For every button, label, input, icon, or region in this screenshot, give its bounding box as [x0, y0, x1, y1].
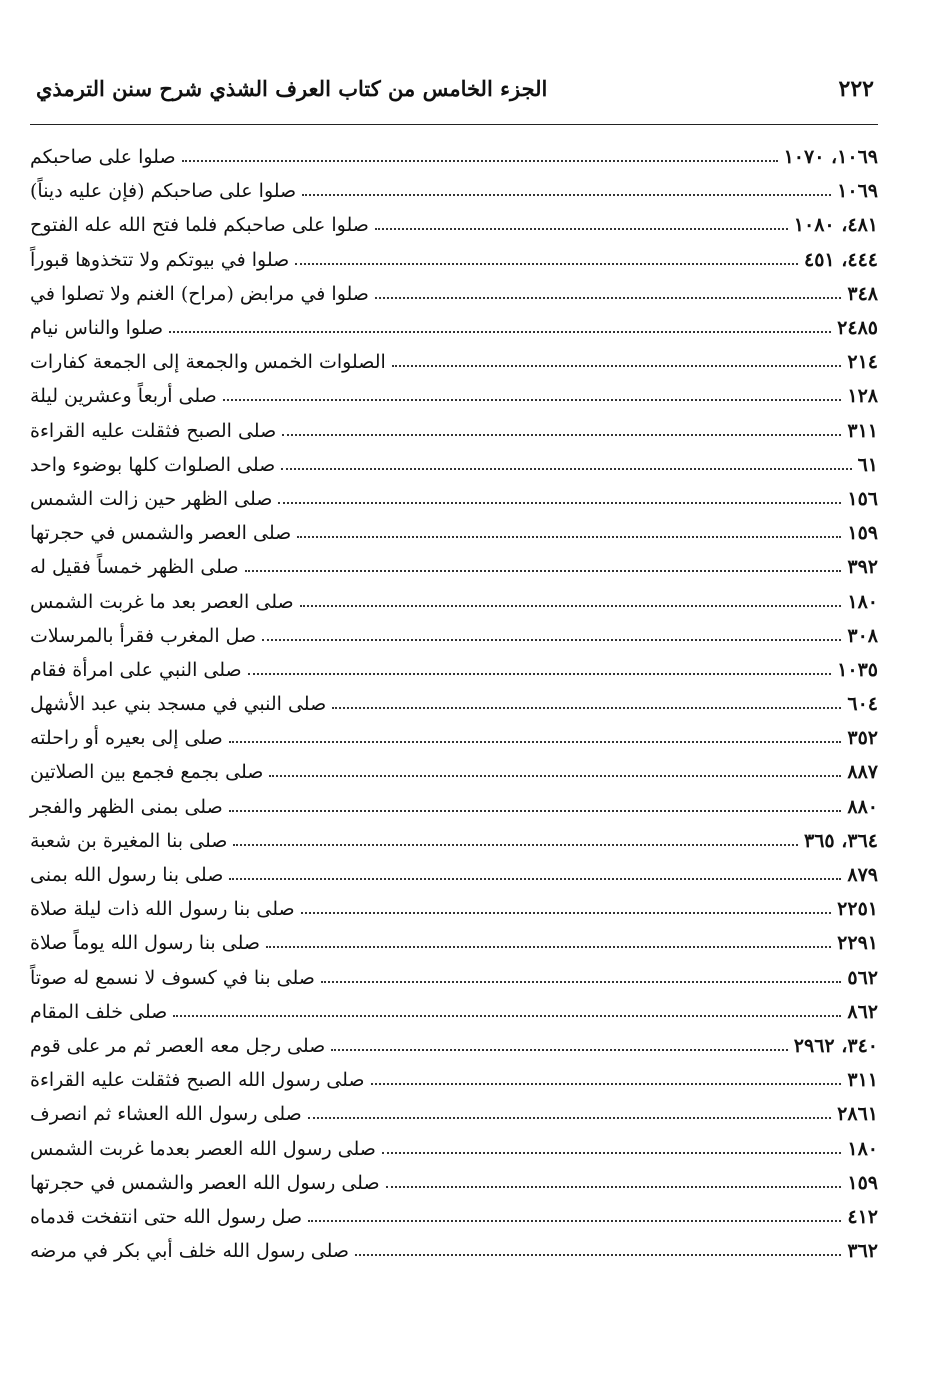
- index-entry: [30, 550, 878, 584]
- entry-page-refs: ٣٩٢: [847, 556, 878, 579]
- entry-page-refs: ١٢٨: [847, 385, 878, 408]
- dot-leader: [331, 1049, 788, 1051]
- entry-text: الصلوات الخمس والجمعة إلى الجمعة كفارات: [30, 351, 386, 374]
- entry-page-refs: ٥٦٢: [847, 966, 878, 989]
- index-entry: [30, 1166, 878, 1200]
- entry-page-refs: ٢٢٥١: [837, 898, 878, 921]
- entry-page-refs: ٤١٢: [847, 1205, 878, 1228]
- dot-leader: [229, 878, 841, 880]
- entry-page-refs: ١٥٩: [847, 522, 878, 545]
- index-entry: [30, 516, 878, 550]
- entry-text: صلوا في مرابض (مراح) الغنم ولا تصلوا في: [30, 282, 369, 305]
- index-entry: [30, 379, 878, 413]
- dot-leader: [375, 228, 788, 230]
- dot-leader: [308, 1117, 831, 1119]
- dot-leader: [382, 1152, 841, 1154]
- running-title: الجزء الخامس من كتاب العرف الشذي شرح سنن الترمذي: [36, 76, 548, 101]
- index-entry: [30, 790, 878, 824]
- index-entry: [30, 311, 878, 345]
- entry-page-refs: ٢١٤: [847, 351, 878, 374]
- index-entry: [30, 892, 878, 926]
- dot-leader: [182, 160, 778, 162]
- index-entry: [30, 482, 878, 516]
- entry-text: صل المغرب فقرأ بالمرسلات: [30, 624, 257, 647]
- entry-text: صلوا في بيوتكم ولا تتخذوها قبوراً: [30, 248, 290, 271]
- entry-text: صلى الصبح فثقلت عليه القراءة: [30, 419, 277, 442]
- entry-page-refs: ٣٥٢: [847, 727, 878, 750]
- entry-text: صلى رسول الله العصر والشمس في حجرتها: [30, 1171, 380, 1194]
- index-entry: [30, 174, 878, 208]
- entry-page-refs: ٣١١: [847, 1069, 878, 1092]
- entry-page-refs: ٣٦٢: [847, 1240, 878, 1263]
- index-entry: [30, 584, 878, 618]
- dot-leader: [371, 1083, 842, 1085]
- entry-page-refs: ٢٨٦١: [837, 1103, 878, 1126]
- index-entry: [30, 140, 878, 174]
- index-entry: [30, 1200, 878, 1234]
- dot-leader: [173, 1015, 841, 1017]
- page-header: [30, 72, 878, 112]
- dot-leader: [269, 775, 841, 777]
- entry-text: صلى بنا في كسوف لا نسمع له صوتاً: [30, 966, 315, 989]
- dot-leader: [332, 707, 841, 709]
- entry-text: صلى إلى بعيره أو راحلته: [30, 727, 223, 750]
- dot-leader: [308, 1220, 841, 1222]
- dot-leader: [169, 331, 831, 333]
- entry-page-refs: ١٠٦٩، ١٠٧٠: [783, 146, 878, 169]
- entry-page-refs: ٣٤٠، ٢٩٦٢: [793, 1034, 878, 1057]
- dot-leader: [278, 502, 841, 504]
- entry-page-refs: ١٠٦٩: [837, 180, 878, 203]
- entry-text: صلى رسول الله العصر بعدما غربت الشمس: [30, 1137, 376, 1160]
- page-number: ٢٢٢: [838, 76, 874, 102]
- entry-page-refs: ٨٨٧: [847, 761, 878, 784]
- entry-page-refs: ١٨٠: [847, 590, 878, 613]
- entry-text: صلى رسول الله خلف أبي بكر في مرضه: [30, 1240, 350, 1263]
- entry-page-refs: ٤٨١، ١٠٨٠: [793, 214, 878, 237]
- dot-leader: [245, 570, 842, 572]
- index-entry: [30, 995, 878, 1029]
- entry-text: صلى بنا المغيرة بن شعبة: [30, 829, 228, 852]
- dot-leader: [233, 844, 798, 846]
- entry-text: صلوا على صاحبكم (فإن عليه ديناً): [30, 180, 297, 203]
- entry-text: صلى النبي على امرأة فقام: [30, 658, 242, 681]
- dot-leader: [223, 399, 842, 401]
- entry-page-refs: ٤٤٤، ٤٥١: [804, 248, 878, 271]
- dot-leader: [321, 981, 841, 983]
- entry-page-refs: ٣٦٤، ٣٦٥: [804, 829, 878, 852]
- entry-page-refs: ٨٧٩: [847, 864, 878, 887]
- entry-text: صلى رسول الله الصبح فثقلت عليه القراءة: [30, 1069, 365, 1092]
- dot-leader: [392, 365, 842, 367]
- entry-page-refs: ٨٨٠: [847, 795, 878, 818]
- entry-text: صلى رسول الله العشاء ثم انصرف: [30, 1103, 302, 1126]
- entry-text: صلى الظهر خمساً فقيل له: [30, 556, 239, 579]
- entry-page-refs: ٣٠٨: [847, 624, 878, 647]
- dot-leader: [266, 946, 831, 948]
- index-entry: [30, 243, 878, 277]
- dot-leader: [301, 912, 832, 914]
- entry-page-refs: ٢٢٩١: [837, 932, 878, 955]
- entry-text: صلى العصر بعد ما غربت الشمس: [30, 590, 294, 613]
- index-entry: [30, 687, 878, 721]
- dot-leader: [281, 468, 851, 470]
- index-entry: [30, 926, 878, 960]
- entry-text: صلى بجمع فجمع بين الصلاتين: [30, 761, 264, 784]
- dot-leader: [297, 536, 841, 538]
- index-entry: [30, 619, 878, 653]
- dot-leader: [355, 1254, 841, 1256]
- entry-text: صلى خلف المقام: [30, 1000, 168, 1023]
- index-entry: [30, 1097, 878, 1131]
- dot-leader: [229, 741, 842, 743]
- index-entry: [30, 1029, 878, 1063]
- dot-leader: [229, 810, 842, 812]
- entry-text: صلى بنا رسول الله يوماً صلاة: [30, 932, 261, 955]
- dot-leader: [300, 605, 842, 607]
- header-rule: [30, 124, 878, 125]
- index-entry: [30, 1234, 878, 1268]
- entry-text: صلوا على صاحبكم: [30, 146, 176, 169]
- dot-leader: [295, 263, 798, 265]
- entry-page-refs: ١٠٣٥: [837, 658, 878, 681]
- index-entry: [30, 961, 878, 995]
- entry-page-refs: ١٨٠: [847, 1137, 878, 1160]
- index-entry: [30, 1063, 878, 1097]
- entry-text: صلى بمنى الظهر والفجر: [30, 795, 223, 818]
- dot-leader: [262, 639, 841, 641]
- index-entry: [30, 858, 878, 892]
- entry-page-refs: ٣٤٨: [847, 282, 878, 305]
- entry-text: صلى النبي في مسجد بني عبد الأشهل: [30, 693, 327, 716]
- entry-text: صلى العصر والشمس في حجرتها: [30, 522, 292, 545]
- index-entry: [30, 653, 878, 687]
- index-entry: [30, 721, 878, 755]
- entry-page-refs: ٨٦٢: [847, 1000, 878, 1023]
- dot-leader: [248, 673, 832, 675]
- index-entry: [30, 448, 878, 482]
- dot-leader: [302, 194, 831, 196]
- entry-text: صلى بنا رسول الله ذات ليلة صلاة: [30, 898, 295, 921]
- dot-leader: [375, 297, 841, 299]
- entry-text: صلى رجل معه العصر ثم مر على قوم: [30, 1034, 326, 1057]
- entry-text: صل رسول الله حتى انتفخت قدماه: [30, 1205, 303, 1228]
- entry-page-refs: ٦١: [857, 453, 878, 476]
- entry-text: صلوا على صاحبكم فلما فتح الله عله الفتوح: [30, 214, 369, 237]
- entry-text: صلى الصلوات كلها بوضوء واحد: [30, 453, 276, 476]
- index-entry: [30, 208, 878, 242]
- index-entry: [30, 345, 878, 379]
- index-entry: [30, 824, 878, 858]
- index-entry: [30, 755, 878, 789]
- index-entry: [30, 277, 878, 311]
- entry-text: صلوا والناس نيام: [30, 317, 164, 340]
- index-list: [30, 140, 878, 1268]
- entry-page-refs: ٢٤٨٥: [837, 317, 878, 340]
- entry-page-refs: ١٥٦: [847, 487, 878, 510]
- entry-text: صلى بنا رسول الله بمنى: [30, 864, 224, 887]
- dot-leader: [282, 434, 841, 436]
- index-entry: [30, 1131, 878, 1165]
- entry-page-refs: ٦٠٤: [847, 693, 878, 716]
- entry-page-refs: ٣١١: [847, 419, 878, 442]
- entry-text: صلى أربعاً وعشرين ليلة: [30, 385, 217, 408]
- entry-page-refs: ١٥٩: [847, 1171, 878, 1194]
- dot-leader: [386, 1186, 842, 1188]
- entry-text: صلى الظهر حين زالت الشمس: [30, 487, 273, 510]
- index-entry: [30, 414, 878, 448]
